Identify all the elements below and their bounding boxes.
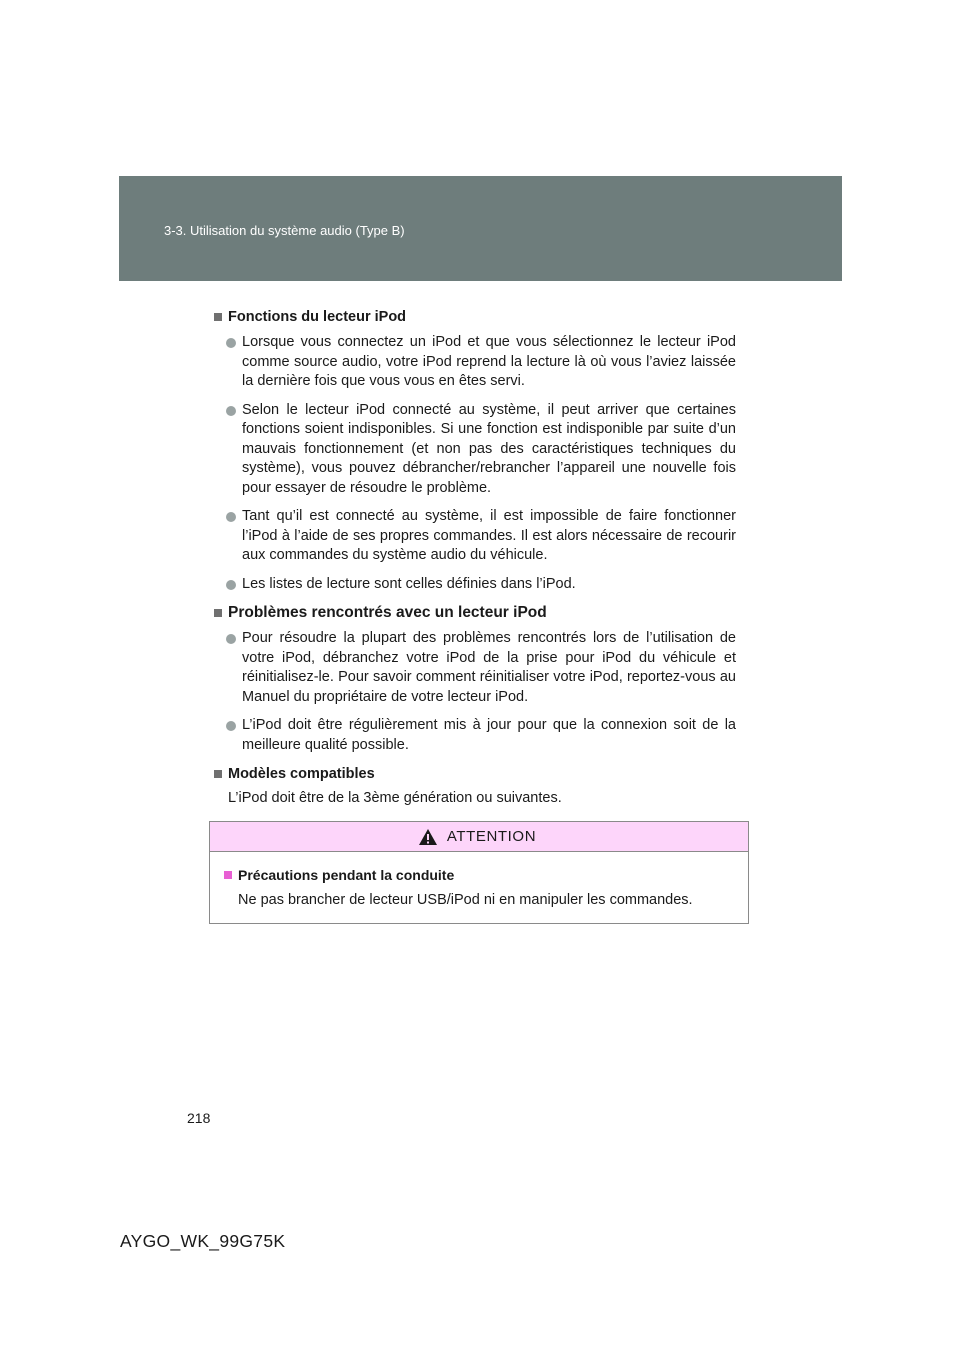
attention-body (210, 852, 748, 910)
circle-bullet-icon (226, 338, 236, 348)
attention-header (210, 822, 748, 852)
attention-box (209, 821, 749, 924)
circle-bullet-icon (226, 512, 236, 522)
list-item-text: L’iPod doit être régulièrement mis à jour pour que la connexion soit de la meilleure qualité possible. (242, 717, 736, 753)
list-item (214, 333, 736, 392)
square-bullet-icon (214, 313, 222, 321)
list-item (214, 401, 736, 499)
attention-text: Ne pas brancher de lecteur USB/iPod ni en manipuler les commandes. (238, 892, 693, 908)
list-item (214, 507, 736, 566)
section-header-band (119, 176, 842, 281)
attention-label: ATTENTION (446, 828, 537, 845)
square-bullet-icon (214, 609, 222, 617)
warning-triangle-icon (418, 828, 438, 846)
compatible-models-text: L’iPod doit être de la 3ème génération ou suivantes. (228, 790, 562, 806)
list-item (214, 575, 736, 595)
list-item (214, 716, 736, 755)
document-code: AYGO_WK_99G75K (120, 1231, 286, 1251)
circle-bullet-icon (226, 721, 236, 731)
page-number: 218 (187, 1110, 211, 1126)
circle-bullet-icon (226, 634, 236, 644)
section-heading-ipod-problems: Problèmes rencontrés avec un lecteur iPod (214, 603, 736, 623)
list-item-text: Selon le lecteur iPod connecté au système, il peut arriver que certaines fonctions soient indisponibles. Si une fonction est indisponible par suite d’un mauvais fonctionnement (et non pas des caractéristiques techniques du système), vous pouvez débrancher/rebrancher l’appareil une nouvelle fois pour essayer de résoudre le problème. (242, 401, 736, 496)
section-header-title: 3-3. Utilisation du système audio (Type B) (164, 223, 405, 238)
square-bullet-icon (224, 871, 232, 879)
attention-subheading: Précautions pendant la conduite (224, 865, 748, 885)
main-content (214, 307, 736, 808)
circle-bullet-icon (226, 406, 236, 416)
circle-bullet-icon (226, 580, 236, 590)
list-item (214, 629, 736, 707)
section-heading-ipod-functions: Fonctions du lecteur iPod (214, 307, 736, 327)
list-item-text: Les listes de lecture sont celles définies dans l’iPod. (242, 575, 576, 592)
list-item-text: Lorsque vous connectez un iPod et que vous sélectionnez le lecteur iPod comme source audio, votre iPod reprend la lecture là où vous l’aviez laissée la dernière fois que vous vous en êtes servi. (242, 334, 736, 389)
square-bullet-icon (214, 770, 222, 778)
section-heading-compatible-models: Modèles compatibles (214, 764, 736, 784)
list-item-text: Tant qu’il est connecté au système, il est impossible de faire fonctionner l’iPod à l’aide de ses propres commandes. Il est alors nécessaire de recourir aux commandes du système audio du véhicule. (242, 508, 736, 563)
list-item-text: Pour résoudre la plupart des problèmes rencontrés lors de l’utilisation de votre iPod, débranchez votre iPod de la prise pour iPod du véhicule et réinitialisez-le. Pour savoir comment réinitialiser votre iPod, reportez-vous au Manuel du propriétaire de votre lecteur iPod. (242, 630, 736, 705)
